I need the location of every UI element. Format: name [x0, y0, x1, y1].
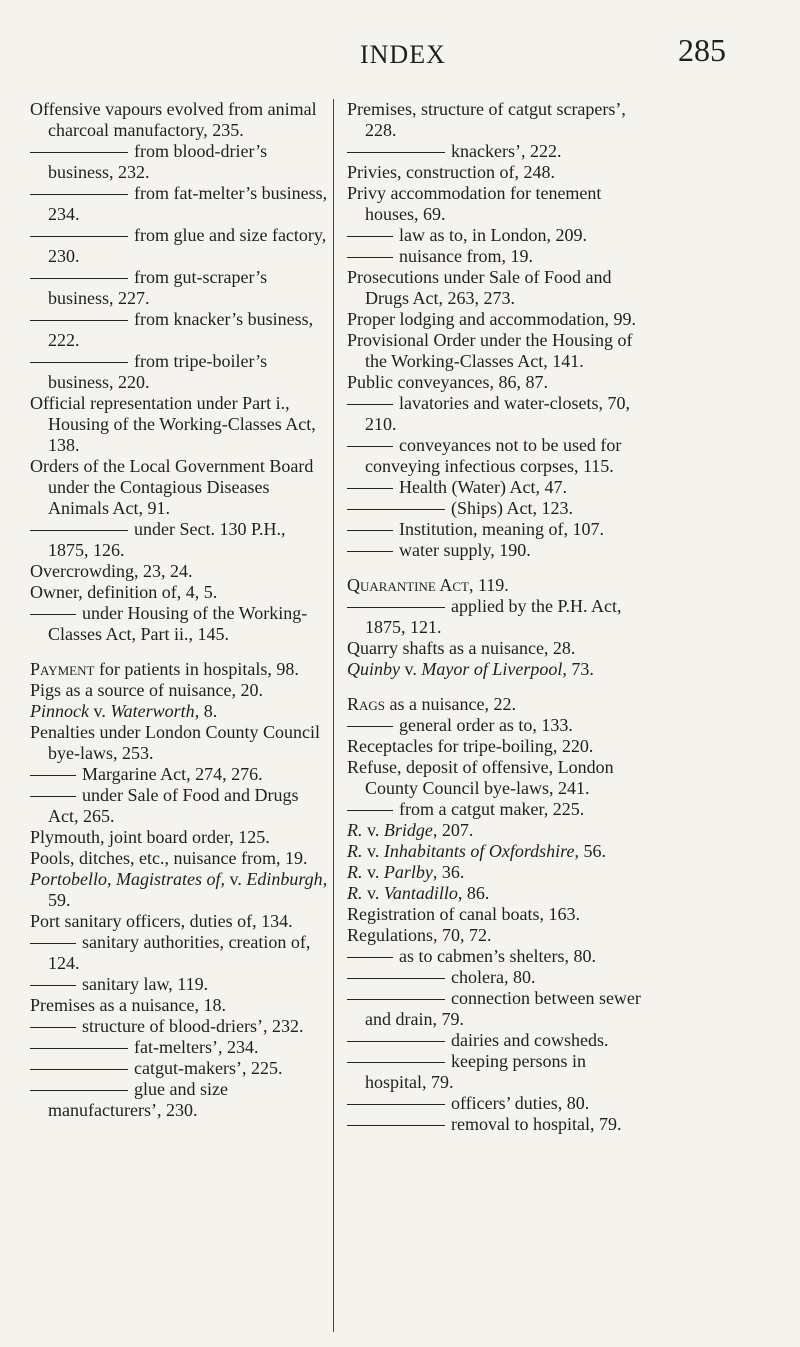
- index-entry: [347, 715, 647, 736]
- ditto-dash: [30, 985, 76, 986]
- entry-text: v.: [400, 659, 422, 679]
- case-party: Bridge: [383, 820, 433, 840]
- ditto-dash: [347, 1041, 445, 1042]
- entry-text: sanitary authorities, creation of, 124.: [48, 932, 311, 973]
- index-entry: [30, 1058, 330, 1079]
- index-entry: [30, 183, 330, 225]
- index-entry: [30, 764, 330, 785]
- ditto-dash: [30, 1090, 128, 1091]
- entry-text: from a catgut maker, 225.: [399, 799, 585, 819]
- entry-text: , 36.: [432, 862, 465, 882]
- index-entry: [347, 862, 647, 883]
- ditto-dash: [30, 278, 128, 279]
- ditto-dash: [30, 1069, 128, 1070]
- index-entry: [30, 722, 330, 764]
- entry-text: Provisional Order under the Housing of the Working-Classes Act, 141.: [347, 330, 633, 371]
- index-entry: [30, 456, 330, 519]
- entry-text: glue and size manufacturers’, 230.: [48, 1079, 228, 1120]
- index-entry: [30, 603, 330, 645]
- ditto-dash: [30, 152, 128, 153]
- ditto-dash: [30, 614, 76, 615]
- case-party: Portobello, Magistrates of,: [30, 869, 225, 889]
- entry-text: , 119.: [468, 575, 509, 595]
- index-entry: [347, 372, 647, 393]
- entry-text: Owner, definition of, 4, 5.: [30, 582, 218, 602]
- entry-text: Port sanitary officers, duties of, 134.: [30, 911, 293, 931]
- index-entry: [347, 309, 647, 330]
- entry-text: water supply, 190.: [399, 540, 531, 560]
- index-entry: [347, 757, 647, 799]
- entry-text: conveyances not to be used for conveying infectious corpses, 115.: [365, 435, 622, 476]
- entry-text: Prosecutions under Sale of Food and Drugs Act, 263, 273.: [347, 267, 612, 308]
- index-entry: [30, 561, 330, 582]
- index-entry: [347, 736, 647, 757]
- page-title: INDEX: [360, 40, 446, 69]
- entry-text: Proper lodging and accommodation, 99.: [347, 309, 636, 329]
- index-entry: [30, 267, 330, 309]
- index-entry: [30, 680, 330, 701]
- index-entry: [347, 1051, 647, 1093]
- ditto-dash: [347, 551, 393, 552]
- index-entry: [347, 820, 647, 841]
- ditto-dash: [30, 194, 128, 195]
- ditto-dash: [30, 775, 76, 776]
- entry-text: , 207.: [432, 820, 474, 840]
- entry-head: Quarantine Act: [347, 575, 469, 595]
- index-entry: [347, 540, 647, 561]
- case-party: Pinnock: [30, 701, 89, 721]
- entry-text: from tripe-boiler’s business, 220.: [48, 351, 268, 392]
- index-entry: [347, 162, 647, 183]
- index-entry: [347, 330, 647, 372]
- page-number: 285: [678, 32, 726, 68]
- entry-text: sanitary law, 119.: [82, 974, 209, 994]
- index-entry: [30, 995, 330, 1016]
- index-entry: [347, 967, 647, 988]
- index-entry: [347, 799, 647, 820]
- entry-text: Official representation under Part i., Housing of the Working-Classes Act, 138.: [30, 393, 316, 455]
- entry-text: from glue and size factory, 230.: [48, 225, 327, 266]
- entry-text: general order as to, 133.: [399, 715, 573, 735]
- ditto-dash: [347, 152, 445, 153]
- entry-text: as to cabmen’s shelters, 80.: [399, 946, 596, 966]
- index-entry: [30, 848, 330, 869]
- entry-text: Regulations, 70, 72.: [347, 925, 492, 945]
- index-entry: [30, 785, 330, 827]
- index-entry: [347, 246, 647, 267]
- entry-text: Quarry shafts as a nuisance, 28.: [347, 638, 576, 658]
- ditto-dash: [30, 943, 76, 944]
- entry-head: Rags: [347, 694, 386, 714]
- entry-text: Public conveyances, 86, 87.: [347, 372, 548, 392]
- ditto-dash: [347, 257, 393, 258]
- index-entry: [347, 904, 647, 925]
- entry-text: , 86.: [457, 883, 490, 903]
- index-entry: [30, 519, 330, 561]
- entry-text: from fat-melter’s business, 234.: [48, 183, 328, 224]
- index-entry: [30, 911, 330, 932]
- entry-text: Privy accommodation for tenement houses, 69.: [347, 183, 602, 224]
- index-entry: [347, 141, 647, 162]
- index-entry: [347, 1030, 647, 1051]
- case-party: R.: [347, 883, 363, 903]
- index-entry: [347, 575, 647, 596]
- index-entry: [347, 225, 647, 246]
- entry-text: for patients in hospitals, 98.: [94, 659, 299, 679]
- entry-text: Registration of canal boats, 163.: [347, 904, 580, 924]
- entry-text: keeping persons in hospital, 79.: [365, 1051, 586, 1092]
- entry-text: Offensive vapours evolved from animal charcoal manufactory, 235.: [30, 99, 317, 140]
- entry-text: Plymouth, joint board order, 125.: [30, 827, 270, 847]
- index-entry: [347, 519, 647, 540]
- entry-text: v.: [362, 883, 384, 903]
- entry-text: from knacker’s business, 222.: [48, 309, 314, 350]
- ditto-dash: [30, 320, 128, 321]
- entry-text: under Sect. 130 P.H., 1875, 126.: [48, 519, 286, 560]
- ditto-dash: [347, 488, 393, 489]
- page-header: [0, 32, 800, 82]
- entry-text: from blood-drier’s business, 232.: [48, 141, 268, 182]
- ditto-dash: [347, 509, 445, 510]
- index-entry: [30, 1037, 330, 1058]
- entry-text: under Sale of Food and Drugs Act, 265.: [48, 785, 299, 826]
- entry-text: Receptacles for tripe-boiling, 220.: [347, 736, 594, 756]
- entry-text: catgut-makers’, 225.: [134, 1058, 283, 1078]
- index-entry: [347, 988, 647, 1030]
- index-entry: [347, 883, 647, 904]
- entry-text: under Housing of the Working-Classes Act, Part ii., 145.: [48, 603, 308, 644]
- index-entry: [347, 498, 647, 519]
- column-divider: [333, 99, 334, 1332]
- entry-text: Institution, meaning of, 107.: [399, 519, 604, 539]
- entry-text: law as to, in London, 209.: [399, 225, 587, 245]
- entry-text: as a nuisance, 22.: [385, 694, 516, 714]
- case-party: Parlby: [383, 862, 433, 882]
- ditto-dash: [347, 726, 393, 727]
- entry-text: removal to hospital, 79.: [451, 1114, 622, 1134]
- entry-text: connection between sewer and drain, 79.: [365, 988, 641, 1029]
- ditto-dash: [347, 999, 445, 1000]
- entry-text: structure of blood-driers’, 232.: [82, 1016, 304, 1036]
- entry-text: Orders of the Local Government Board under the Contagious Diseases Animals Act, 91.: [30, 456, 314, 518]
- index-entry: [347, 99, 647, 141]
- ditto-dash: [347, 1062, 445, 1063]
- case-party: Vantadillo: [383, 883, 458, 903]
- entry-text: from gut-scraper’s business, 227.: [48, 267, 268, 308]
- index-entry: [30, 701, 330, 722]
- index-entry: [347, 925, 647, 946]
- entry-head: Payment: [30, 659, 95, 679]
- index-entry: [347, 694, 647, 715]
- index-column-left: [30, 99, 330, 1121]
- entry-text: Overcrowding, 23, 24.: [30, 561, 193, 581]
- entry-text: , 8.: [194, 701, 218, 721]
- entry-text: knackers’, 222.: [451, 141, 562, 161]
- ditto-dash: [347, 1104, 445, 1105]
- entry-text: dairies and cowsheds.: [451, 1030, 609, 1050]
- index-entry: [30, 582, 330, 603]
- entry-text: Premises, structure of catgut scrapers’, 228.: [347, 99, 626, 140]
- entry-text: lavatories and water-closets, 70, 210.: [365, 393, 631, 434]
- entry-text: Refuse, deposit of offensive, London County Council bye-laws, 241.: [347, 757, 614, 798]
- index-entry: [347, 267, 647, 309]
- ditto-dash: [347, 1125, 445, 1126]
- case-party: Edinburgh: [246, 869, 323, 889]
- ditto-dash: [30, 796, 76, 797]
- case-party: Quinby: [347, 659, 400, 679]
- ditto-dash: [30, 1048, 128, 1049]
- case-party: R.: [347, 841, 363, 861]
- entry-text: cholera, 80.: [451, 967, 536, 987]
- index-entry: [347, 638, 647, 659]
- ditto-dash: [347, 236, 393, 237]
- case-party: Mayor of Liverpool: [421, 659, 563, 679]
- index-entry: [30, 827, 330, 848]
- entry-text: v.: [225, 869, 247, 889]
- index-column-right: [347, 99, 647, 1135]
- ditto-dash: [30, 362, 128, 363]
- entry-text: v.: [362, 841, 384, 861]
- ditto-dash: [347, 607, 445, 608]
- index-entry: [347, 946, 647, 967]
- entry-text: , 56.: [574, 841, 607, 861]
- entry-text: v.: [362, 820, 384, 840]
- index-entry: [347, 659, 647, 680]
- index-entry: [30, 1079, 330, 1121]
- ditto-dash: [347, 446, 393, 447]
- ditto-dash: [347, 404, 393, 405]
- entry-text: Premises as a nuisance, 18.: [30, 995, 226, 1015]
- entry-text: v.: [362, 862, 384, 882]
- ditto-dash: [347, 810, 393, 811]
- index-entry: [30, 351, 330, 393]
- ditto-dash: [30, 1027, 76, 1028]
- case-party: Waterworth: [110, 701, 195, 721]
- entry-text: (Ships) Act, 123.: [451, 498, 574, 518]
- index-entry: [347, 477, 647, 498]
- entry-text: applied by the P.H. Act, 1875, 121.: [365, 596, 622, 637]
- index-entry: [347, 1093, 647, 1114]
- entry-text: officers’ duties, 80.: [451, 1093, 590, 1113]
- case-party: R.: [347, 862, 363, 882]
- index-entry: [347, 435, 647, 477]
- index-entry: [347, 596, 647, 638]
- entry-text: Pigs as a source of nuisance, 20.: [30, 680, 263, 700]
- index-entry: [30, 99, 330, 141]
- index-entry: [347, 1114, 647, 1135]
- ditto-dash: [30, 236, 128, 237]
- entry-text: , 73.: [562, 659, 594, 679]
- index-entry: [30, 932, 330, 974]
- index-entry: [30, 869, 330, 911]
- entry-text: Pools, ditches, etc., nuisance from, 19.: [30, 848, 308, 868]
- ditto-dash: [347, 978, 445, 979]
- entry-text: Penalties under London County Council bye-laws, 253.: [30, 722, 320, 763]
- entry-text: fat-melters’, 234.: [134, 1037, 259, 1057]
- ditto-dash: [347, 957, 393, 958]
- index-entry: [347, 841, 647, 862]
- index-entry: [30, 659, 330, 680]
- index-entry: [30, 141, 330, 183]
- entry-text: v.: [88, 701, 111, 721]
- entry-text: Health (Water) Act, 47.: [399, 477, 567, 497]
- entry-text: Privies, construction of, 248.: [347, 162, 555, 182]
- index-entry: [30, 225, 330, 267]
- entry-text: , 59.: [48, 869, 328, 910]
- index-entry: [30, 974, 330, 995]
- index-entry: [30, 1016, 330, 1037]
- ditto-dash: [30, 530, 128, 531]
- index-entry: [347, 393, 647, 435]
- entry-text: nuisance from, 19.: [399, 246, 533, 266]
- case-party: Inhabitants of Oxfordshire: [383, 841, 575, 861]
- case-party: R.: [347, 820, 363, 840]
- index-entry: [30, 309, 330, 351]
- entry-text: Margarine Act, 274, 276.: [82, 764, 263, 784]
- index-entry: [347, 183, 647, 225]
- ditto-dash: [347, 530, 393, 531]
- index-entry: [30, 393, 330, 456]
